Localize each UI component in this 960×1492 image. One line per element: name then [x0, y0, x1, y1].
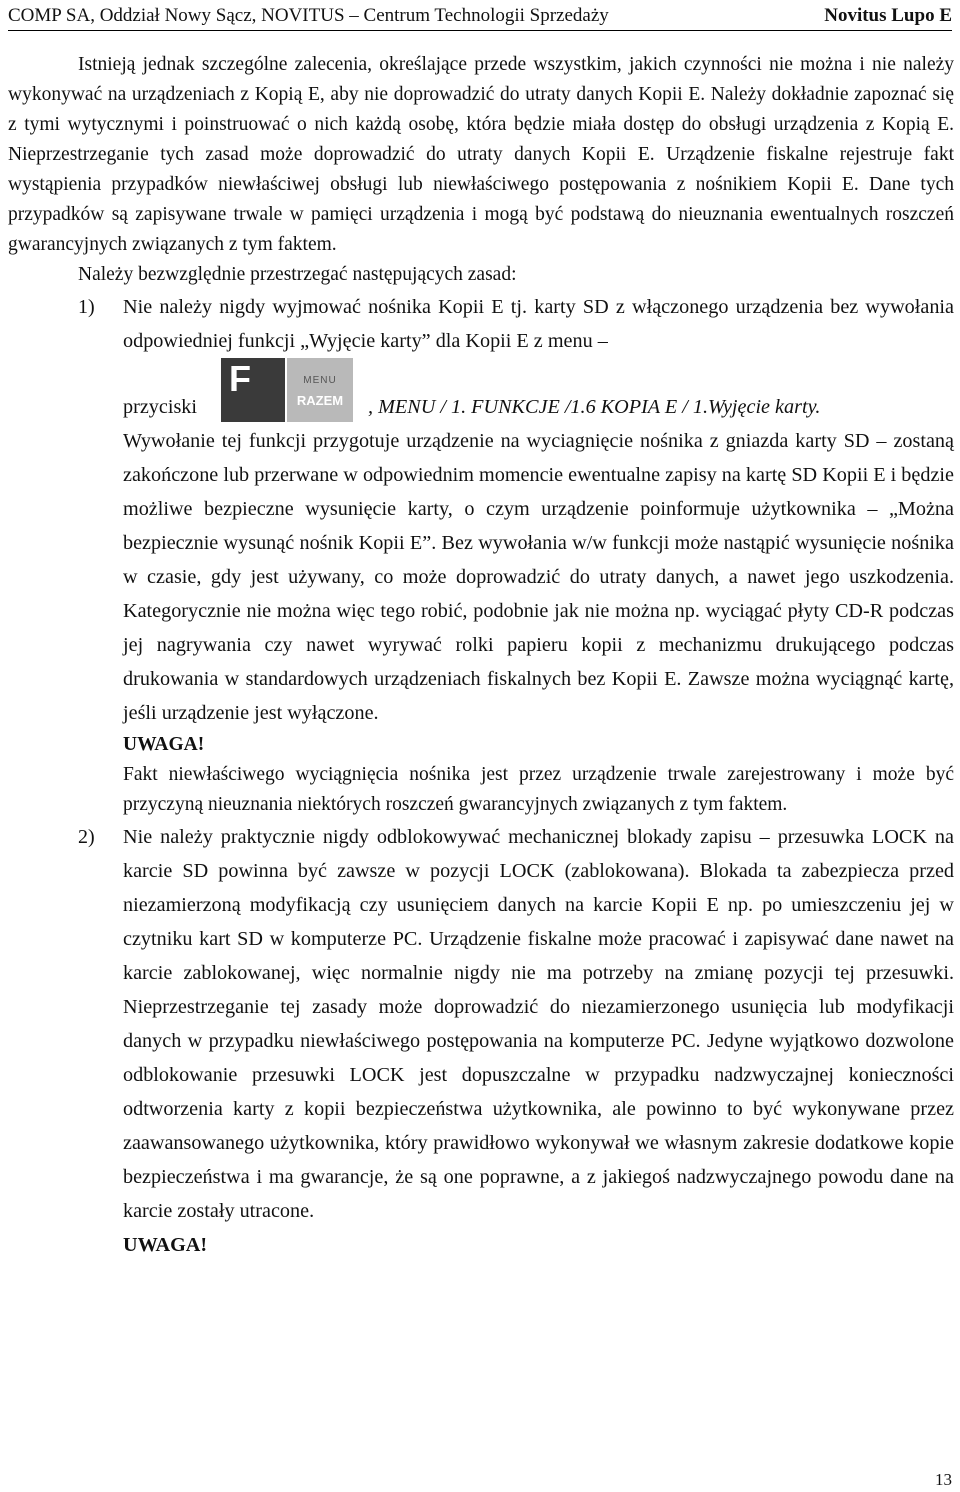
rules-lead: Należy bezwzględnie przestrzegać następujących zasad:: [78, 264, 517, 285]
rule-item-2: [8, 820, 954, 1262]
menu-path: , MENU / 1. FUNKCJE /1.6 KOPIA E / 1.Wyjęcie karty.: [368, 396, 821, 418]
rule-text-continued: Wywołanie tej funkcji przygotuje urządzenie na wyciagnięcie nośnika z gniazda karty SD – zostaną zakończone lub przerwane w odpowiednim momencie ewentualne zapisy na kartę SD Kopii E i będzie możliwe bezpieczne wysunięcie karty, o czym urządzenie poinformuje użytkownika – „Można bezpiecznie wysunąć nośnik Kopii E”. Bez wywołania w/w funkcji może nastąpić wysunięcie nośnika w czasie, gdy jest używany, co może doprowadzić do utraty danych, a nawet jego uszkodzenia. Kategorycznie nie można więc tego robić, podobnie jak nie można np. wyciągać płyty CD-R podczas jej nagrywania czy nawet wyrywać rolki papieru kopii z mechanizmu drukującego podczas drukowania w standardowych urządzeniach fiskalnych bez Kopii E. Zawsze można wyciągnąć kartę, jeśli urządzenie jest wyłączone.: [123, 430, 954, 724]
header-product: Novitus Lupo E: [824, 5, 952, 26]
menu-key-label: MENU: [303, 375, 337, 386]
rule-text: Nie należy nigdy wyjmować nośnika Kopii E tj. karty SD z włączonego urządzenia bez wywołania odpowiedniej funkcji „Wyjęcie karty” dla Kopii E z menu –: [123, 296, 954, 352]
keys-label: przyciski: [123, 396, 197, 418]
warning-text: Fakt niewłaściwego wyciągnięcia nośnika jest przez urządzenie trwale zarejestrowany i może być przyczyną nieuznania niektórych roszczeń gwarancyjnych związanych z tym faktem.: [123, 764, 954, 815]
menu-razem-key-icon: [287, 358, 353, 422]
warning-title: UWAGA!: [123, 1234, 208, 1256]
page-header: [8, 4, 952, 31]
key-sequence-line: [123, 358, 954, 424]
f-key-label: F: [229, 358, 251, 399]
page-number: 13: [935, 1470, 952, 1489]
intro-paragraph: Istnieją jednak szczególne zalecenia, określające przede wszystkim, jakich czynności nie można i nie należy wykonywać na urządzeniach z Kopią E, aby nie doprowadzić do utraty danych Kopii E. Należy dokładnie zapoznać się z tymi wytycznymi i poinstruować o nich każdą osobę, która będzie miała dostęp do obsługi urządzenia z Kopią E. Nieprzestrzeganie tych zasad może doprowadzić do utraty danych Kopii E. Urządzenie fiskalne rejestruje fakt wystąpienia przypadków niewłaściwej obsługi lub niewłaściwego postępowania z nośnikiem Kopii E. Dane tych przypadków są zapisywane trwale w pamięci urządzenia i mogą być podstawą do nieuznania ewentualnych roszczeń gwarancyjnych związanych z tym faktem.: [8, 54, 954, 255]
rule-item-1: [8, 290, 954, 820]
warning-title: UWAGA!: [123, 734, 205, 755]
page-content: [8, 50, 954, 1262]
header-company: COMP SA, Oddział Nowy Sącz, NOVITUS – Centrum Technologii Sprzedaży: [8, 5, 609, 26]
rule-number: 1): [78, 296, 95, 318]
f-key-icon: [221, 358, 285, 422]
rule-text: Nie należy praktycznie nigdy odblokowywać mechanicznej blokady zapisu – przesuwka LOCK na karcie SD powinna być zawsze w pozycji LOCK (zablokowana). Blokada ta zabezpiecza przed niezamierzoną modyfikacją czy usunięciem danych na karcie Kopii E np. po umieszczeniu jej w czytniku kart SD w komputerze PC. Urządzenie fiskalne może pracować i zapisywać dane nawet na karcie zablokowanej, więc normalnie nigdy nie ma potrzeby na zmianę pozycji tej przesuwki. Nieprzestrzeganie tej zasady może doprowadzić do niezamierzonego usunięcia lub modyfikacji danych w przypadku niewłaściwego postępowania na komputerze PC. Jedyne wyjątkowo dozwolone odblokowanie przesuwki LOCK jest dopuszczalne w przypadku nadzwyczajnej konieczności odtworzenia karty z kopii bezpieczeństwa użytkownika, ale powinno to być wykonywane przez zaawansowanego użytkownika, który prawidłowo wykonywał we własnym zakresie dodatkowe kopie bezpieczeństwa i ma gwarancje, że są one poprawne, a z jakiegoś nadzwyczajnego powodu dane na karcie zostały utracone.: [123, 826, 954, 1222]
razem-key-label: RAZEM: [296, 393, 344, 408]
rule-number: 2): [78, 826, 95, 848]
